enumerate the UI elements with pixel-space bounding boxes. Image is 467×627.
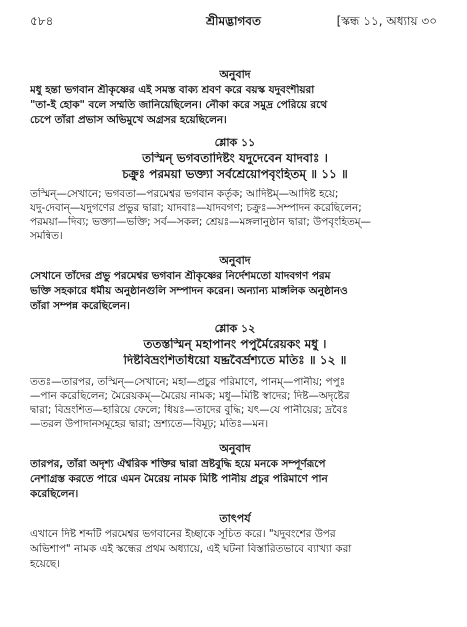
- translation-line: নেশাগ্রস্ত করতে পারে এমন মৈরেয় নামক মিষ্টি পানীয় প্রচুর পরিমাণে পান: [30, 473, 328, 485]
- translation-line: তাঁরা সম্পন্ন করেছিলেন।: [30, 300, 130, 312]
- synonyms-line: দ্বারা; বিভ্রংশিত—হারিয়ে ফেলে; ধিয়ঃ—তাদের বুদ্ধি; যৎ—যে পানীয়ের; দ্রবৈঃ: [30, 404, 348, 416]
- translation-line: "তা-ই হোক" বলে সম্মতি জানিয়েছিলেন। নৌকা করে সমুদ্র পেরিয়ে রথে: [30, 99, 328, 111]
- translation-line: চেপে তাঁরা প্রভাস অভিমুখে অগ্রসর হয়েছিলেন।: [30, 114, 227, 126]
- synonyms-line: পরময়া—দিব্য; ভক্ত্যা—ভক্তি; সর্ব—সকল; শ্রেয়ঃ—মঙ্গলানুষ্ঠান দ্বারা; উপবৃংহিতম্—: [30, 216, 371, 228]
- verse-heading: শ্লোক ১২: [214, 322, 256, 335]
- translation-heading: অনুবাদ: [219, 442, 251, 455]
- translation-line: করেছিলেন।: [30, 488, 79, 500]
- purport-line: হয়েছে।: [30, 558, 60, 570]
- verse-line: চক্রুঃ পরময়া ভক্ত্যা সর্বশ্রেয়োপবৃংহিতম্ ॥ ১১ ॥: [122, 168, 348, 181]
- synonyms-line: —পান করেছিলেন; মৈরেয়কম্—মৈরেয় নামক; মধু—মিষ্টি স্বাদের; দিষ্ট—অদৃষ্টের: [30, 390, 350, 402]
- synonyms-line: যদু-দেবান্—যদুগণের প্রভুর দ্বারা; যাদবাঃ—যাদবগণ; চক্রুঃ—সম্পাদন করেছিলেন;: [30, 202, 362, 214]
- synonyms-line: তস্মিন্—সেখানে; ভগবতা—পরমেশ্বর ভগবান কর্তৃক; আদিষ্টম্—আদিষ্ট হয়ে;: [30, 188, 339, 200]
- translation-heading: অনুবাদ: [219, 254, 251, 267]
- page-number: ৫৮৪: [30, 14, 54, 28]
- synonyms-line: সমন্বিত।: [30, 230, 63, 242]
- synonyms-line: —তরল উপাদানসমূহের দ্বারা; ভ্রশ্যতে—বিমূঢ়; মতিঃ—মন।: [30, 418, 269, 430]
- verse-line: ততস্তস্মিন্ মহাপানং পপুর্মৈরেয়কং মধু ।: [143, 338, 327, 351]
- verse-line: দিষ্টবিভ্রংশিতধিয়ো যদ্দ্রবৈর্ভ্রশ্যতে মতিঃ ॥ ১২ ॥: [123, 354, 347, 367]
- synonyms-line: ততঃ—তারপর, তস্মিন্—সেখানে; মহা—প্রচুর পরিমাণে, পানম্—পানীয়; পপুঃ: [30, 376, 346, 388]
- purport-heading: তাৎপর্য: [219, 512, 251, 525]
- translation-line: মধু হন্তা ভগবান শ্রীকৃষ্ণের এই সমস্ত বাক্য শ্রবণ করে বয়স্ক যদুবংশীয়রা: [30, 84, 315, 96]
- verse-heading: শ্লোক ১১: [214, 136, 256, 149]
- purport-line: এখানে দিষ্ট শব্দটি পরমেশ্বর ভগবানের ইচ্ছাকে সূচিত করে। "যদুবংশের উপর: [30, 528, 336, 540]
- translation-line: সেখানে তাঁদের প্রভু পরমেশ্বর ভগবান শ্রীকৃষ্ণের নির্দেশমতো যাদবগণ পরম: [30, 270, 331, 282]
- book-title: শ্রীমদ্ভাগবত: [205, 14, 261, 28]
- verse-line: তস্মিন্ ভগবতাদিষ্টং যদুদেবেন যাদবাঃ ।: [142, 152, 328, 165]
- translation-line: ভক্তি সহকারে ধর্মীয় অনুষ্ঠানগুলি সম্পাদন করেন। অন্যান্য মাঙ্গলিক অনুষ্ঠানও: [30, 285, 348, 297]
- purport-line: অভিশাপ" নামক এই স্কন্ধের প্রথম অধ্যায়ে, এই ঘটনা বিস্তারিতভাবে ব্যাখ্যা করা: [30, 543, 352, 555]
- translation-line: তারপর, তাঁরা অদৃশ্য ঐশ্বরিক শক্তির দ্বারা ভ্রষ্টবুদ্ধি হয়ে মনকে সম্পূর্ণরূপে: [30, 458, 326, 470]
- canto-chapter-reference: [স্কন্ধ ১১, অধ্যায় ৩০: [336, 14, 437, 28]
- translation-heading: অনুবাদ: [219, 68, 251, 81]
